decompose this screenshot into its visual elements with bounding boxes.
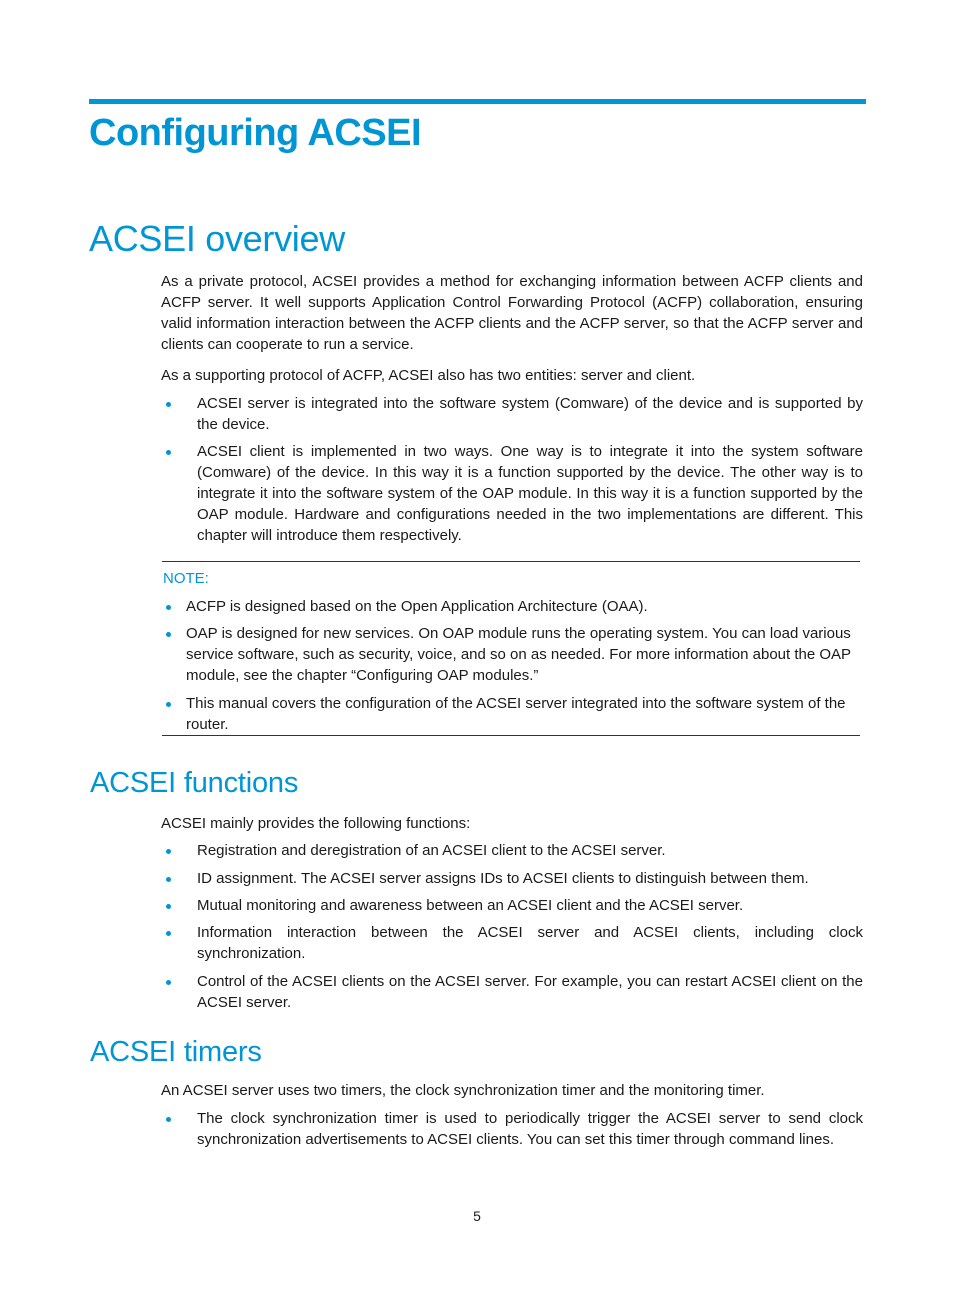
functions-intro: ACSEI mainly provides the following functions: (161, 815, 471, 832)
bullet-dot-icon (166, 1117, 171, 1122)
timers-intro: An ACSEI server uses two timers, the clock synchronization timer and the monitoring timer. (161, 1082, 765, 1099)
section-heading-overview: ACSEI overview (89, 218, 345, 259)
bullet-dot-icon (166, 877, 171, 882)
bullet-dot-icon (166, 980, 171, 985)
note-top-rule (162, 561, 860, 562)
note-item-1: ACFP is designed based on the Open Application Architecture (OAA). (186, 598, 648, 615)
functions-bullet-2: ID assignment. The ACSEI server assigns IDs to ACSEI clients to distinguish between them. (197, 870, 809, 887)
bullet-dot-icon (166, 450, 171, 455)
overview-bullet-1: ACSEI server is integrated into the software system (Comware) of the device and is supported by the device. (197, 395, 863, 433)
note-bottom-rule (162, 735, 860, 736)
note-label: NOTE: (163, 570, 209, 587)
section-heading-timers: ACSEI timers (90, 1036, 262, 1068)
functions-bullet-4: Information interaction between the ACSEI server and ACSEI clients, including clock synchronization. (197, 924, 863, 962)
functions-bullet-1: Registration and deregistration of an ACSEI client to the ACSEI server. (197, 842, 666, 859)
page-number: 5 (473, 1208, 481, 1224)
bullet-dot-icon (166, 702, 171, 707)
note-item-2: OAP is designed for new services. On OAP module runs the operating system. You can load various service software, such as security, voice, and so on as needed. For more information about the OAP module, see the chapter “Configuring OAP modules.” (186, 625, 851, 684)
chapter-top-rule (89, 99, 866, 104)
bullet-dot-icon (166, 931, 171, 936)
note-item-3: This manual covers the configuration of the ACSEI server integrated into the software system of the router. (186, 695, 846, 733)
section-heading-functions: ACSEI functions (90, 767, 299, 799)
functions-bullet-3: Mutual monitoring and awareness between an ACSEI client and the ACSEI server. (197, 897, 744, 914)
bullet-dot-icon (166, 904, 171, 909)
overview-bullet-2: ACSEI client is implemented in two ways. One way is to integrate it into the system software (Comware) of the device. In this way it is a function supported by the device. The other way is to integrate it into the software system of the OAP module. In this way it is a function supported by the OAP module. Hardware and configurations needed in the two implementations are different. This chapter will introduce them respectively. (197, 443, 863, 544)
overview-paragraph-2: As a supporting protocol of ACFP, ACSEI also has two entities: server and client. (161, 367, 696, 384)
bullet-dot-icon (166, 849, 171, 854)
timers-bullet-1: The clock synchronization timer is used to periodically trigger the ACSEI server to send clock synchronization advertisements to ACSEI clients. You can set this timer through command lines. (197, 1110, 863, 1148)
functions-bullet-5: Control of the ACSEI clients on the ACSEI server. For example, you can restart ACSEI client on the ACSEI server. (197, 973, 863, 1011)
overview-paragraph-1: As a private protocol, ACSEI provides a method for exchanging information between ACFP clients and ACFP server. It well supports Application Control Forwarding Protocol (ACFP) collaboration, ensuring valid information interaction between the ACFP clients and the ACFP server, so that the ACFP server and clients can cooperate to run a service. (161, 273, 863, 353)
bullet-dot-icon (166, 605, 171, 610)
chapter-title: Configuring ACSEI (89, 112, 422, 154)
bullet-dot-icon (166, 402, 171, 407)
bullet-dot-icon (166, 632, 171, 637)
